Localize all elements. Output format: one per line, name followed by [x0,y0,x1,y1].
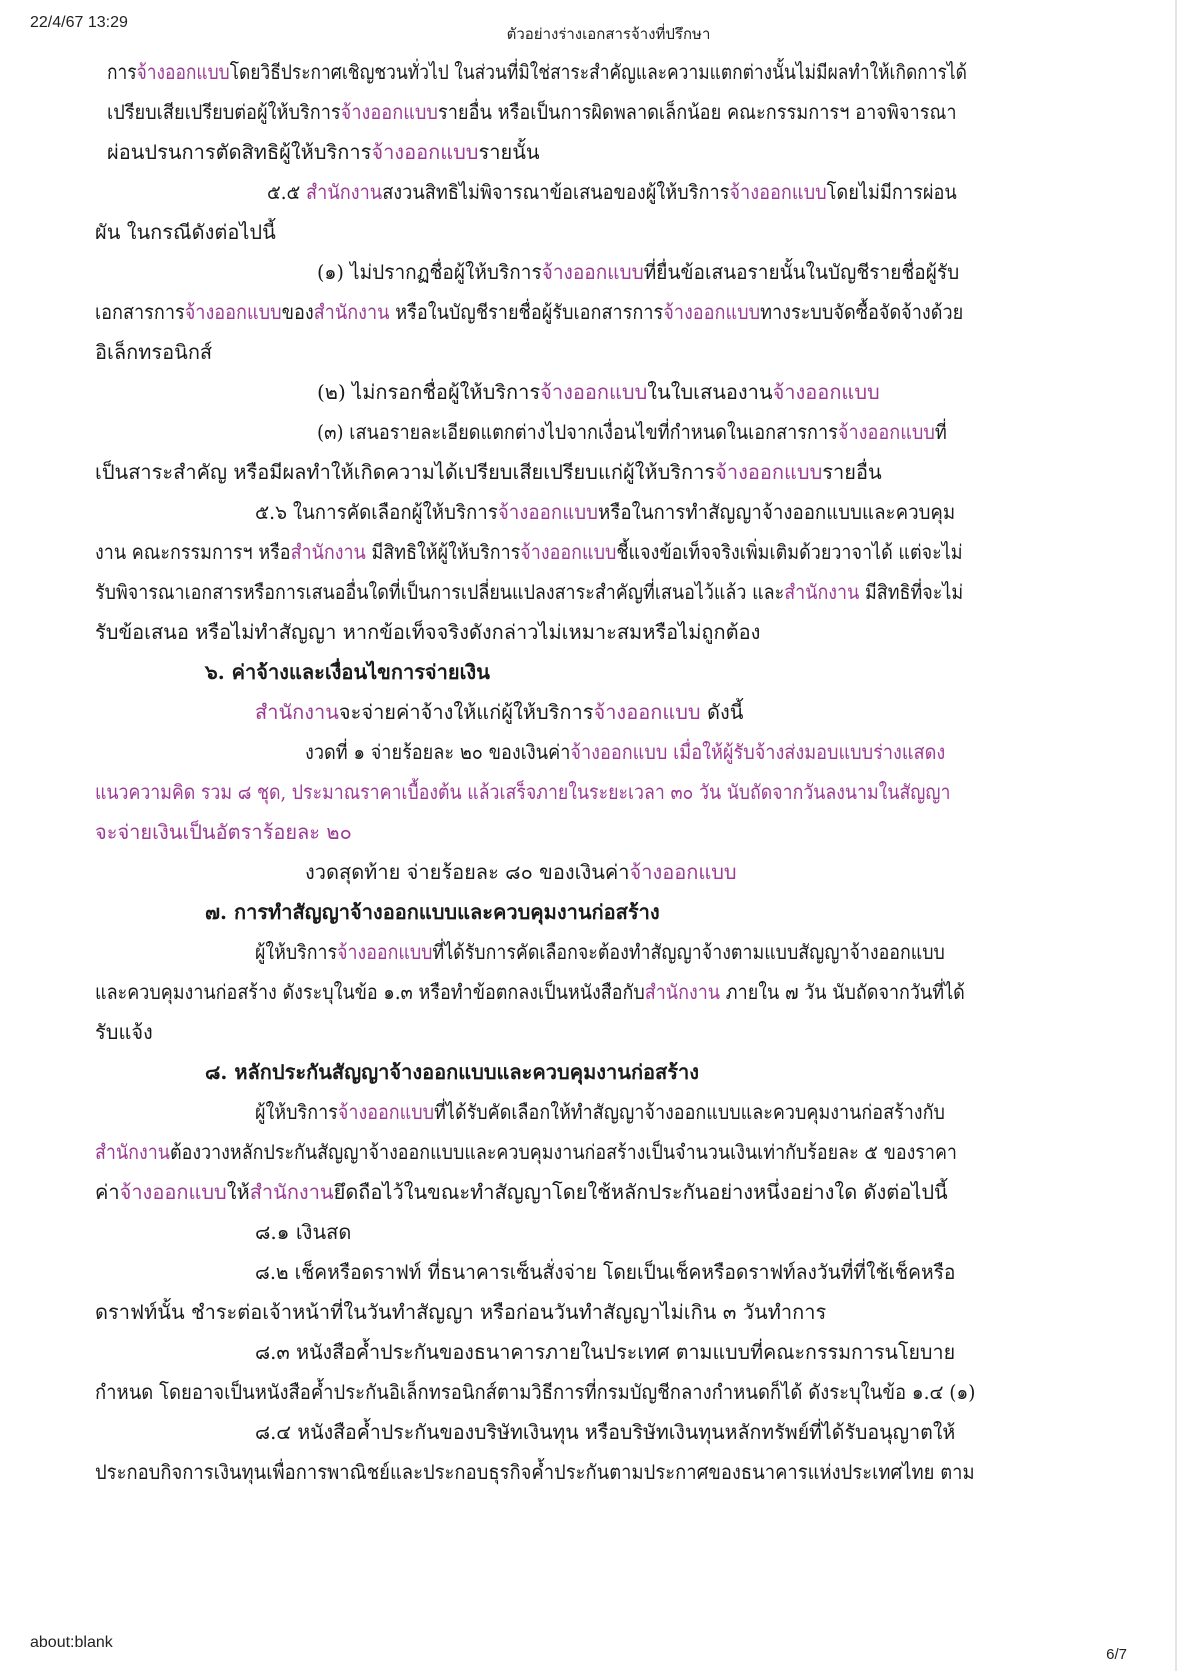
body-line [317,420,947,444]
highlighted-term: สำนักงาน [255,700,339,724]
body-line [95,980,965,1004]
section-heading: ๖. ค่าจ้างและเงื่อนไขการจ่ายเงิน [205,660,490,684]
highlighted-term: แนวความคิด รวม ๘ ชุด, ประมาณราคาเบื้องต้น แล้วเสร็จภายในระยะเวลา ๓๐ วัน นับถัดจากวันลงนามในสัญญา [95,780,951,804]
highlighted-term: จ้างออกแบบ [337,1100,435,1124]
body-text: ๘.๑ เงินสด [255,1220,352,1244]
highlighted-term: สำนักงาน [290,540,366,564]
highlighted-term: จ้างออกแบบ [593,700,701,724]
body-text: ภายใน ๗ วัน นับถัดจากวันที่ได้ [720,980,965,1004]
body-line [107,140,540,164]
body-text: ต้องวางหลักประกันสัญญาจ้างออกแบบและควบคุมงานก่อสร้างเป็นจำนวนเงินเท่ากับร้อยละ ๕ ของราคา [170,1140,957,1164]
body-text: หรือในบัญชีรายชื่อผู้รับเอกสารการ [389,300,664,324]
body-line [95,540,963,564]
body-line [305,740,945,764]
highlighted-term: จ้างออกแบบ [340,100,438,124]
body-line [255,1260,955,1284]
highlighted-term: จ้างออกแบบ [541,260,644,284]
body-text: กำหนด โดยอาจเป็นหนังสือค้ำประกันอิเล็กทรอนิกส์ตามวิธีการที่กรมบัญชีกลางกำหนดก็ได้ ดังระบุในข้อ ๑.๔ (๑) [95,1380,976,1404]
body-text: หรือในการทำสัญญาจ้างออกแบบและควบคุม [597,500,956,524]
section-heading: ๗. การทำสัญญาจ้างออกแบบและควบคุมงานก่อสร้าง [205,900,660,924]
body-text: เป็นสาระสำคัญ หรือมีผลทำให้เกิดความได้เปรียบเสียเปรียบแก่ผู้ให้บริการ [95,460,716,484]
body-text: ยึดถือไว้ในขณะทำสัญญาโดยใช้หลักประกันอย่างหนึ่งอย่างใด ดังต่อไปนี้ [333,1180,948,1204]
body-text: มีสิทธิให้ผู้ให้บริการ [365,540,521,564]
body-line [95,620,760,644]
body-text: การ [107,60,137,84]
body-text: ในใบเสนองาน [647,380,773,404]
body-text: โดยไม่มีการผ่อน [826,180,957,204]
body-line [107,60,967,84]
body-text: ผ่อนปรนการตัดสิทธิผู้ให้บริการ [107,140,372,164]
body-text: และควบคุมงานก่อสร้าง ดังระบุในข้อ ๑.๓ หรือทำข้อตกลงเป็นหนังสือกับ [95,980,645,1004]
page-url: about:blank [30,1634,113,1651]
body-text: งวดที่ ๑ จ่ายร้อยละ ๒๐ ของเงินค่า [305,740,571,764]
body-text: ที่ [934,420,947,444]
body-text: ดังนี้ [700,700,744,724]
body-text: รับแจ้ง [95,1020,153,1044]
body-text: ๘.๓ หนังสือค้ำประกันของธนาคารภายในประเทศ ตามแบบที่คณะกรรมการนโยบาย [255,1340,956,1364]
print-datetime: 22/4/67 13:29 [30,14,128,31]
body-text: ผู้ให้บริการ [255,1100,338,1124]
highlighted-term: สำนักงาน [644,980,721,1004]
highlighted-term: จ้างออกแบบ [520,540,617,564]
body-text: ๕.๕ [267,180,307,204]
body-text: รับข้อเสนอ หรือไม่ทำสัญญา หากข้อเท็จจริงดังกล่าวไม่เหมาะสมหรือไม่ถูกต้อง [95,620,761,644]
body-line [205,900,660,924]
highlighted-term: เมื่อให้ผู้รับจ้างส่งมอบแบบร่างแสดง [667,740,946,764]
body-line [205,1060,699,1084]
body-line [95,220,276,244]
highlighted-term: จ้างออกแบบ [119,1180,227,1204]
highlighted-term: จ้างออกแบบ [570,740,668,764]
body-line [205,660,490,684]
body-text: ดราฟท์นั้น ชำระต่อเจ้าหน้าที่ในวันทำสัญญา หรือก่อนวันทำสัญญาไม่เกิน ๓ วันทำการ [95,1300,827,1324]
body-text: ๘.๒ เช็คหรือดราฟท์ ที่ธนาคารเซ็นสั่งจ่าย โดยเป็นเช็คหรือดราฟท์ลงวันที่ที่ใช้เช็คหรือ [255,1260,956,1284]
body-line [317,380,880,404]
body-line [305,860,737,884]
highlighted-term: จ้างออกแบบ [540,380,648,404]
body-line [255,1100,945,1124]
highlighted-term: จ้างออกแบบ [715,460,823,484]
body-text: เปรียบเสียเปรียบต่อผู้ให้บริการ [107,100,341,124]
body-text: ค่า [95,1180,120,1204]
page-number: 6/7 [1106,1646,1127,1663]
body-text: ๕.๖ ในการคัดเลือกผู้ให้บริการ [255,500,498,524]
highlighted-term: สำนักงาน [784,580,860,604]
highlighted-term: จ้างออกแบบ [371,140,479,164]
body-line [95,1460,975,1484]
body-text: (๓) เสนอรายละเอียดแตกต่างไปจากเงื่อนไขที่กำหนดในเอกสารการ [317,420,838,444]
body-text: ที่ได้รับคัดเลือกให้ทำสัญญาจ้างออกแบบและควบคุมงานก่อสร้างกับ [434,1100,945,1124]
body-text: (๒) ไม่กรอกชื่อผู้ให้บริการ [317,380,541,404]
body-text: งวดสุดท้าย จ่ายร้อยละ ๘๐ ของเงินค่า [305,860,630,884]
highlighted-term: จ้างออกแบบ [663,300,761,324]
body-line [255,700,743,724]
body-line [95,780,950,804]
body-line [95,340,212,364]
body-line [95,460,882,484]
body-text: ประกอบกิจการเงินทุนเพื่อการพาณิชย์และประกอบธุรกิจค้ำประกันตามประกาศของธนาคารแห่งประเทศไทย ตาม [95,1460,975,1484]
body-line [267,180,957,204]
body-line [95,820,352,844]
body-text: งาน คณะกรรมการฯ หรือ [95,540,291,564]
body-line [95,580,963,604]
body-text: จะจ่ายค่าจ้างให้แก่ผู้ให้บริการ [338,700,594,724]
body-text: ผู้ให้บริการ [255,940,338,964]
highlighted-term: จ้างออกแบบ [772,380,880,404]
highlighted-term: จ้างออกแบบ [729,180,827,204]
body-line [95,1140,957,1164]
highlighted-term: จ้างออกแบบ [184,300,282,324]
body-text: อิเล็กทรอนิกส์ [95,340,213,364]
highlighted-term: สำนักงาน [313,300,390,324]
body-line [95,1180,948,1204]
body-text: ผัน ในกรณีดังต่อไปนี้ [95,220,276,244]
body-text: มีสิทธิที่จะไม่ [859,580,964,604]
body-text: เอกสารการ [95,300,185,324]
body-text: ที่ได้รับการคัดเลือกจะต้องทำสัญญาจ้างตามแบบสัญญาจ้างออกแบบ [432,940,945,964]
body-text: สงวนสิทธิไม่พิจารณาข้อเสนอของผู้ให้บริการ [382,180,730,204]
body-line [255,1420,955,1444]
body-text: ให้ [226,1180,250,1204]
body-line [255,500,955,524]
body-line [107,100,957,124]
body-line [317,260,959,284]
body-text: ชี้แจงข้อเท็จจริงเพิ่มเติมด้วยวาจาได้ แต่จะไม่ [616,540,963,564]
body-line [255,1340,955,1364]
body-line [255,1220,351,1244]
highlighted-term: สำนักงาน [249,1180,334,1204]
body-line [95,1020,153,1044]
body-text: ทางระบบจัดซื้อจัดจ้างด้วย [760,300,964,324]
body-text: รายอื่น [822,460,882,484]
body-line [95,1380,975,1404]
body-text: ๘.๔ หนังสือค้ำประกันของบริษัทเงินทุน หรือบริษัทเงินทุนหลักทรัพย์ที่ได้รับอนุญาตให้ [255,1420,956,1444]
body-text: โดยวิธีประกาศเชิญชวนทั่วไป ในส่วนที่มิใช่สาระสำคัญและความแตกต่างนั้นไม่มีผลทำให้เกิดการได้ [229,60,967,84]
highlighted-term: จ้างออกแบบ [629,860,737,884]
body-text: ที่ยื่นข้อเสนอรายนั้นในบัญชีรายชื่อผู้รับ [643,260,960,284]
body-text: ของ [281,300,314,324]
body-line [95,1300,826,1324]
highlighted-term: สำนักงาน [306,180,383,204]
section-heading: ๘. หลักประกันสัญญาจ้างออกแบบและควบคุมงานก่อสร้าง [205,1060,700,1084]
document-title: ตัวอย่างร่างเอกสารจ้างที่ปรึกษา [506,26,711,43]
body-text: รายนั้น [478,140,540,164]
highlighted-term: สำนักงาน [95,1140,171,1164]
highlighted-term: จะจ่ายเงินเป็นอัตราร้อยละ ๒๐ [95,820,352,844]
highlighted-term: จ้างออกแบบ [497,500,598,524]
body-text: (๑) ไม่ปรากฏชื่อผู้ให้บริการ [317,260,542,284]
body-text: รับพิจารณาเอกสารหรือการเสนออื่นใดที่เป็นการเปลี่ยนแปลงสาระสำคัญที่เสนอไว้แล้ว และ [95,580,785,604]
body-line [95,300,963,324]
highlighted-term: จ้างออกแบบ [337,940,433,964]
highlighted-term: จ้างออกแบบ [136,60,230,84]
body-text: รายอื่น หรือเป็นการผิดพลาดเล็กน้อย คณะกรรมการฯ อาจพิจารณา [437,100,957,124]
body-line [255,940,945,964]
highlighted-term: จ้างออกแบบ [837,420,935,444]
